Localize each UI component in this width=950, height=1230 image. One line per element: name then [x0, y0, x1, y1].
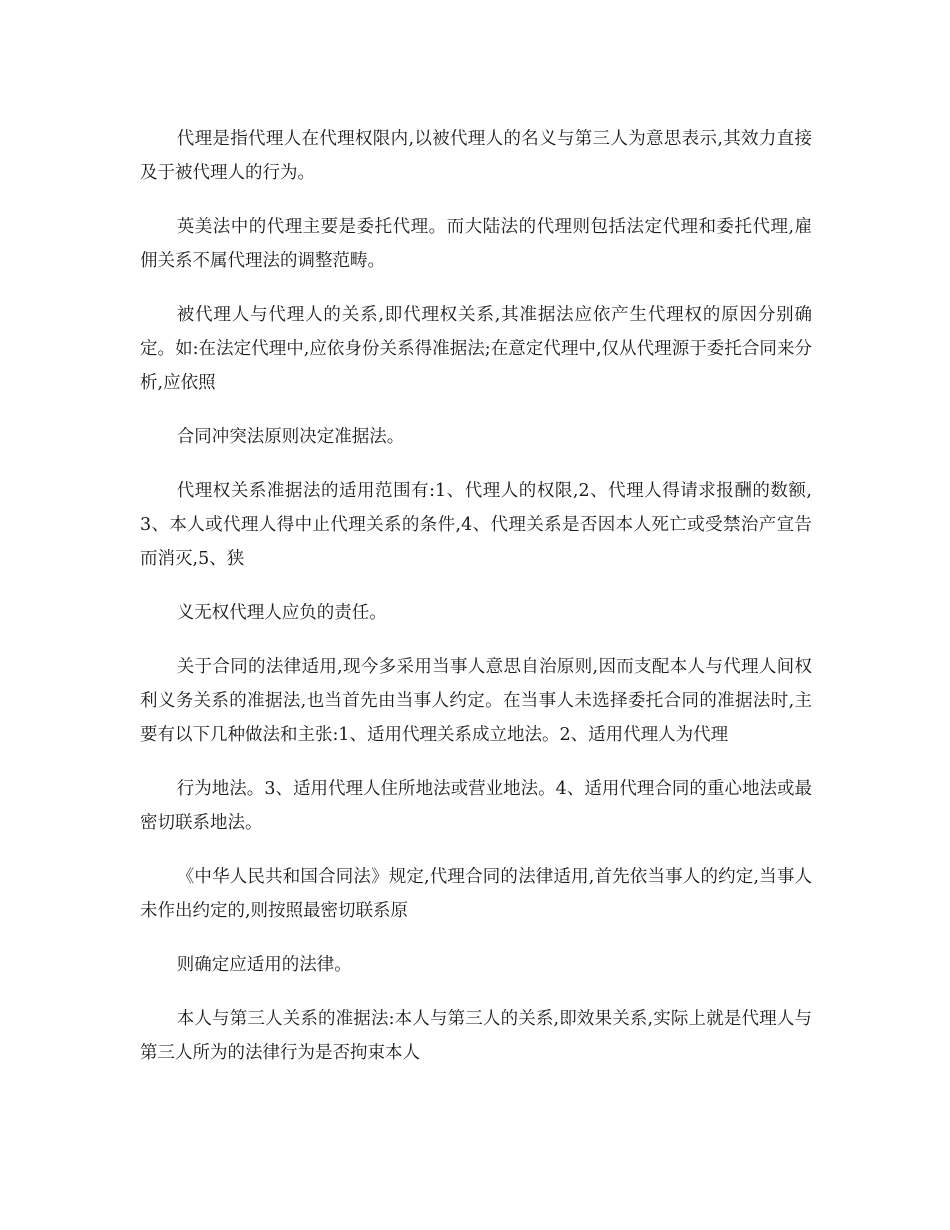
paragraph-5: 代理权关系准据法的适用范围有:1、代理人的权限,2、代理人得请求报酬的数额,3、本人或代理人得中止代理关系的条件,4、代理关系是否因本人死亡或受禁治产宣告而消灭,5、狭: [140, 481, 812, 569]
paragraph-6: 义无权代理人应负的责任。: [176, 603, 387, 623]
paragraph-4: 合同冲突法原则决定准据法。: [176, 427, 405, 447]
paragraph-7: 关于合同的法律适用,现今多采用当事人意思自治原则,因而支配本人与代理人间权利义务关系的准据法,也当首先由当事人约定。在当事人未选择委托合同的准据法时,主要有以下几种做法和主张:1、适用代理关系成立地法。2、适用代理人为代理: [140, 657, 812, 745]
paragraph-1: 代理是指代理人在代理权限内,以被代理人的名义与第三人为意思表示,其效力直接及于被代理人的行为。: [140, 129, 812, 183]
paragraph-3: 被代理人与代理人的关系,即代理权关系,其准据法应依产生代理权的原因分别确定。如:在法定代理中,应依身份关系得准据法;在意定代理中,仅从代理源于委托合同来分析,应依照: [140, 305, 812, 393]
paragraph-10: 则确定应适用的法律。: [176, 955, 352, 975]
paragraph-9: 《中华人民共和国合同法》规定,代理合同的法律适用,首先依当事人的约定,当事人未作出约定的,则按照最密切联系原: [140, 867, 812, 921]
paragraph-8: 行为地法。3、适用代理人住所地法或营业地法。4、适用代理合同的重心地法或最密切联系地法。: [140, 779, 812, 833]
paragraph-11: 本人与第三人关系的准据法:本人与第三人的关系,即效果关系,实际上就是代理人与第三人所为的法律行为是否拘束本人: [140, 1009, 812, 1063]
document-body: [140, 122, 812, 1090]
paragraph-2: 英美法中的代理主要是委托代理。而大陆法的代理则包括法定代理和委托代理,雇佣关系不属代理法的调整范畴。: [140, 217, 812, 271]
